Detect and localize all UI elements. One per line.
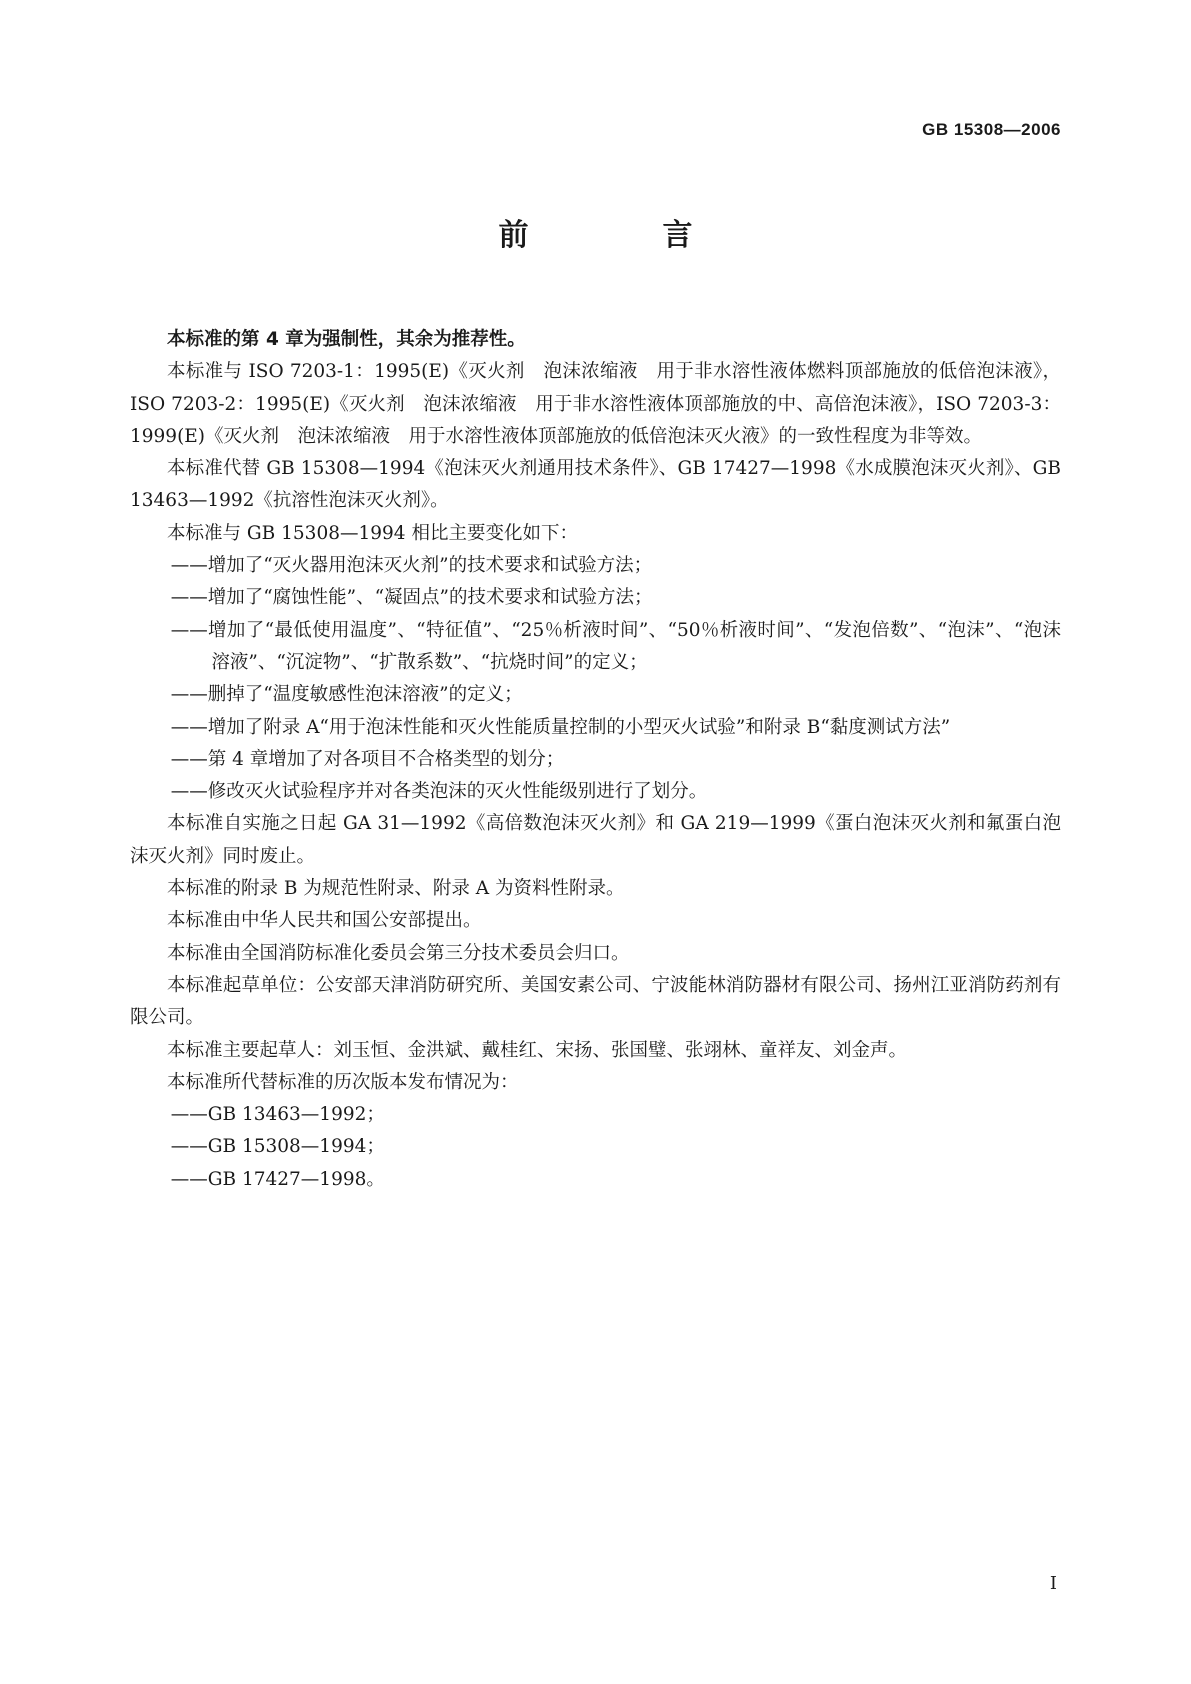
change-item-text: ——修改灭火试验程序并对各类泡沫的灭火性能级别进行了划分。 xyxy=(170,781,708,803)
change-item-text: ——删掉了“温度敏感性泡沫溶液”的定义； xyxy=(170,684,523,706)
change-item-text: ——增加了“最低使用温度”、“特征值”、“25％析液时间”、“50％析液时间”、“发泡倍数”、“泡沫”、“泡沫溶液”、“沉淀物”、“扩散系数”、“抗烧时间”的定义； xyxy=(170,619,1061,673)
mandatory-chapter-statement: 本标准的第 4 章为强制性，其余为推荐性。 xyxy=(167,329,526,350)
previous-editions-intro: 本标准所代替标准的历次版本发布情况为： xyxy=(167,1071,519,1093)
previous-edition-item xyxy=(130,1131,1061,1163)
previous-edition-text: ——GB 15308—1994； xyxy=(170,1136,385,1158)
change-item-text: ——增加了附录 A“用于泡沫性能和灭火性能质量控制的小型灭火试验”和附录 B“黏度测试方法” xyxy=(170,716,951,738)
change-item xyxy=(130,712,1061,744)
drafters-paragraph: 本标准主要起草人：刘玉恒、金洪斌、戴桂红、宋扬、张国璧、张翊林、童祥友、刘金声。 xyxy=(167,1039,908,1061)
change-item-text: ——第 4 章增加了对各项目不合格类型的划分； xyxy=(170,748,565,770)
annex-status-paragraph: 本标准的附录 B 为规范性附录、附录 A 为资料性附录。 xyxy=(167,878,625,900)
change-item-text: ——增加了“灭火器用泡沫灭火剂”的技术要求和试验方法； xyxy=(170,555,653,577)
change-item xyxy=(130,776,1061,808)
change-item xyxy=(130,744,1061,776)
previous-edition-text: ——GB 17427—1998。 xyxy=(170,1168,385,1190)
drafting-units-paragraph: 本标准起草单位：公安部天津消防研究所、美国安素公司、宁波能林消防器材有限公司、扬州江亚消防药剂有限公司。 xyxy=(130,974,1061,1029)
page-title: 前 言 xyxy=(498,218,745,253)
proposer-paragraph: 本标准由中华人民共和国公安部提出。 xyxy=(167,910,482,932)
change-item xyxy=(130,679,1061,711)
previous-edition-item xyxy=(130,1164,1061,1196)
standard-code: GB 15308—2006 xyxy=(922,120,1061,139)
change-item-text: ——增加了“腐蚀性能”、“凝固点”的技术要求和试验方法； xyxy=(170,587,653,609)
change-item xyxy=(130,615,1061,680)
page-number: I xyxy=(1049,1573,1057,1594)
technical-committee-paragraph: 本标准由全国消防标准化委员会第三分技术委员会归口。 xyxy=(167,942,630,964)
foreword-body xyxy=(130,324,1061,1196)
change-item xyxy=(130,582,1061,614)
main-changes-intro: 本标准与 GB 15308—1994 相比主要变化如下： xyxy=(167,522,578,544)
replaced-standards-paragraph: 本标准代替 GB 15308—1994《泡沫灭火剂通用技术条件》、GB 17427—1998《水成膜泡沫灭火剂》、GB 13463—1992《抗溶性泡沫灭火剂》。 xyxy=(130,458,1061,512)
iso-equivalence-paragraph: 本标准与 ISO 7203-1：1995(E)《灭火剂 泡沫浓缩液 用于非水溶性液体燃料顶部施放的低倍泡沫液》，ISO 7203-2：1995(E)《灭火剂 泡沫浓缩液 用于非水溶性液体顶部施放的中、高倍泡沫液》，ISO 7203-3：1999(E)《灭火剂 泡沫浓缩液 用于水溶性液体顶部施放的低倍泡沫灭火液》的一致性程度为非等效。 xyxy=(130,361,1061,447)
abolished-standards-paragraph: 本标准自实施之日起 GA 31—1992《高倍数泡沫灭火剂》和 GA 219—1999《蛋白泡沫灭火剂和氟蛋白泡沫灭火剂》同时废止。 xyxy=(130,813,1061,867)
previous-edition-text: ——GB 13463—1992； xyxy=(170,1104,385,1126)
previous-edition-item xyxy=(130,1099,1061,1131)
change-item xyxy=(130,550,1061,582)
